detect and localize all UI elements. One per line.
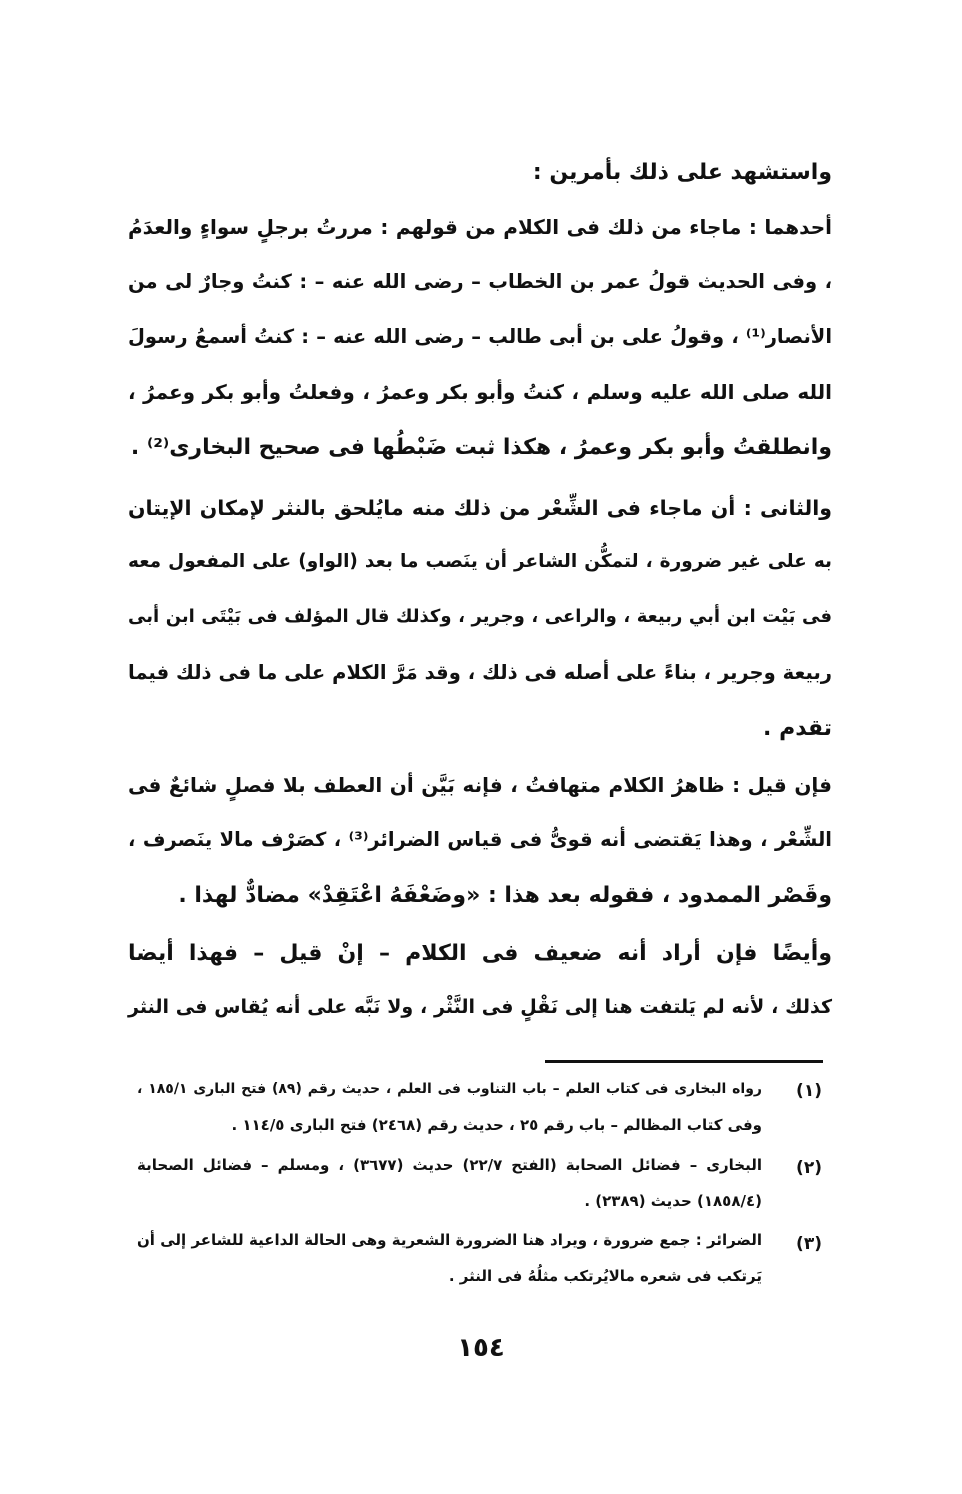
footnote-divider xyxy=(545,1060,823,1063)
body-line: كذلك ، لأنه لم يَلتفت هنا إلى نَقْلٍ فى النَّثْر ، ولا نَبَّه على أنه يُقاس فى النثر xyxy=(128,996,832,1018)
footnote-number: (٣) xyxy=(796,1234,822,1254)
page-number: ١٥٤ xyxy=(457,1333,505,1363)
body-line: الأنصار⁽¹⁾ ، وقولُ على بن أبى طالب – رضى الله عنه – : كنتُ أسمعُ رسولَ xyxy=(128,325,832,348)
body-line: تقدم . xyxy=(763,716,832,741)
body-line: واستشهد على ذلك بأمرين : xyxy=(532,160,832,185)
footnote-line: رواه البخارى فى كتاب العلم – باب التناوب فى العلم ، حديث رقم (٨٩) فتح البارى ١٨٥/١ ، xyxy=(137,1081,762,1097)
body-line: ربيعة وجرير ، بناءً على أصله فى ذلك ، وقد مَرَّ الكلام على ما فى ذلك فيما xyxy=(128,661,832,684)
body-line: وأيضًا فإن أراد أنه ضعيف فى الكلام – إنْ قيل – فهذا أيضا xyxy=(128,941,832,966)
body-line: ، وفى الحديث قولُ عمر بن الخطاب – رضى الله عنه – : كنتُ وجارٌ لى من xyxy=(128,270,832,293)
body-line: الشِّعْر ، وهذا يَقتضى أنه قوىُّ فى قياس الضرائر⁽³⁾ ، كصَرْف مالا ينَصرف ، xyxy=(128,828,832,851)
footnote-line: (١٨٥٨/٤) حديث (٢٣٨٩) . xyxy=(584,1192,762,1210)
footnote-line: البخارى – فضائل الصحابة (الفتح ٢٢/٧) حديث (٣٦٧٧) ، ومسلم – فضائل الصحابة xyxy=(137,1156,762,1174)
body-line: فإن قيل : ظاهرُ الكلام متهافتُ ، فإنه بَيَّن أن العطف بلا فصلٍ شائعٌ فى xyxy=(128,773,832,797)
body-line: وانطلقتُ وأبو بكر وعمرُ ، هكذا ثبت ضَبْطُها فى صحيح البخارى⁽²⁾ . xyxy=(130,435,832,460)
body-line: أحدهما : ماجاء من ذلك فى الكلام من قولهم : مررتُ برجلٍ سواءٍ والعدَمُ xyxy=(128,215,832,239)
footnote-number: (٢) xyxy=(796,1158,822,1178)
body-line: والثانى : أن ماجاء فى الشِّعْر من ذلك منه مايُلحق بالنثر لإمكان الإيتان xyxy=(128,496,832,520)
footnote-number: (١) xyxy=(796,1081,822,1101)
body-line: به على غير ضرورة ، لتمكُّن الشاعر أن ينَصب ما بعد (الواو) على المفعول معه xyxy=(128,551,832,572)
footnote-line: الضرائر : جمع ضرورة ، ويراد هنا الضرورة الشعرية وهى الحالة الداعية للشاعر إلى أن xyxy=(137,1231,762,1249)
body-line: الله صلى الله عليه وسلم ، كنتُ وأبو بكر وعمرُ ، وفعلتُ وأبو بكر وعمرُ ، xyxy=(128,380,832,404)
body-line: فى بَيْت ابن أبي ربيعة ، والراعى ، وجرير ، وكذلك قال المؤلف فى بَيْتَى ابن أبى xyxy=(128,606,832,627)
footnote-line: وفى كتاب المظالم – باب رقم ٢٥ ، حديث رقم (٢٤٦٨) فتح البارى ١١٤/٥ . xyxy=(231,1116,762,1134)
body-line: وقَصْر الممدود ، فقوله بعد هذا : «وضَعْفَهُ اعْتَقِدْ» مضادٌّ لهذا . xyxy=(178,883,832,908)
footnote-line: يَرتكب فى شعره مالايُرتكب مثلُهُ فى النثر . xyxy=(448,1267,762,1285)
